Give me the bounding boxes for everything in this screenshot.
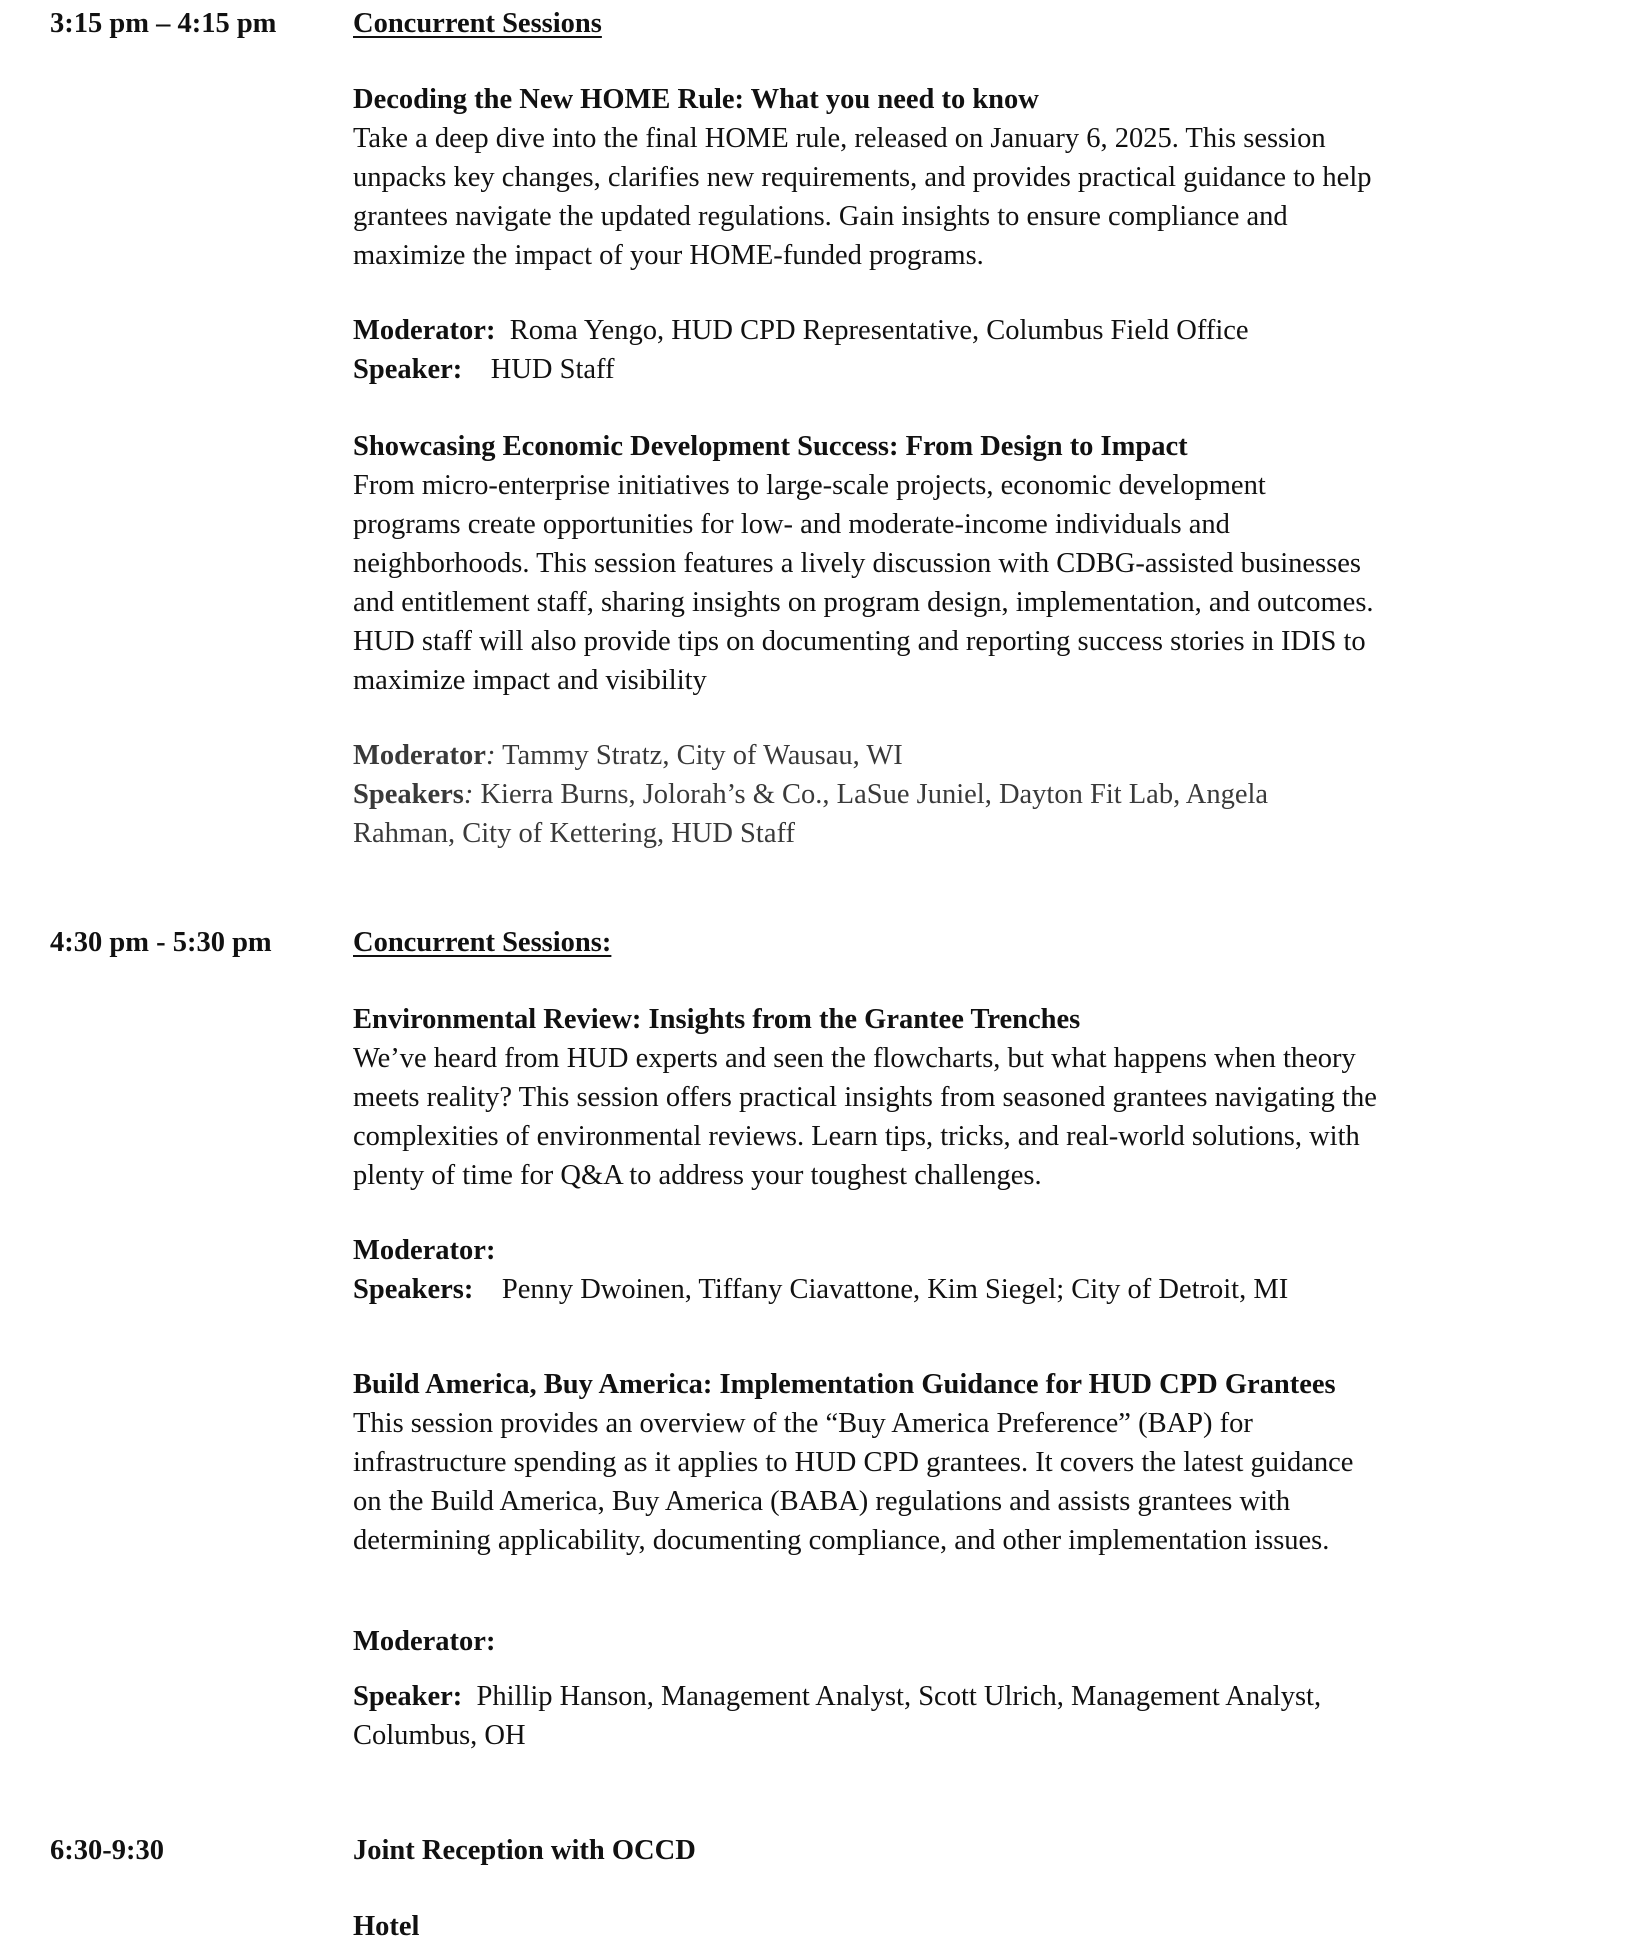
speaker-line-continued: Rahman, City of Kettering, HUD Staff (353, 818, 795, 849)
description-line: and entitlement staff, sharing insights on program design, implementation, and outcomes. (353, 587, 1374, 618)
session (353, 427, 1593, 700)
description-line: programs create opportunities for low- and moderate-income individuals and (353, 509, 1230, 540)
session-title: Build America, Buy America: Implementation Guidance for HUD CPD Grantees (353, 1369, 1336, 1400)
speaker-name: Penny Dwoinen, Tiffany Ciavattone, Kim Siegel; City of Detroit, MI (501, 1274, 1289, 1305)
moderator-line (353, 1622, 1593, 1661)
moderator-line: Moderator: Tammy Stratz, City of Wausau, WI (353, 740, 903, 771)
moderator-name: Tammy Stratz, City of Wausau, WI (502, 740, 903, 771)
session-title: Environmental Review: Insights from the Grantee Trenches (353, 1004, 1081, 1035)
speaker-label: Speakers: (353, 1274, 474, 1305)
session-people (353, 1231, 1593, 1309)
speaker-name: Kierra Burns, Jolorah’s & Co., LaSue Juniel, Dayton Fit Lab, Angela (480, 779, 1269, 810)
moderator-label: Moderator: (353, 1626, 496, 1657)
description-line: meets reality? This session offers practical insights from seasoned grantees navigating the (353, 1082, 1377, 1113)
speaker-name: Phillip Hanson, Management Analyst, Scott Ulrich, Management Analyst, (476, 1681, 1322, 1712)
time-slot: 6:30-9:30 (50, 1835, 164, 1866)
description-line: maximize the impact of your HOME-funded programs. (353, 240, 984, 271)
session-title: Showcasing Economic Development Success: From Design to Impact (353, 431, 1188, 462)
speaker-line (353, 1677, 1593, 1716)
session-people (353, 736, 1593, 853)
description-line: We’ve heard from HUD experts and seen the flowcharts, but what happens when theory (353, 1043, 1356, 1074)
speaker-name: HUD Staff (490, 354, 615, 385)
description-line: From micro-enterprise initiatives to large-scale projects, economic development (353, 470, 1266, 501)
session (353, 1365, 1593, 1560)
session (353, 80, 1593, 275)
section-heading: Concurrent Sessions: (353, 927, 612, 958)
speaker-block (353, 1677, 1593, 1755)
description-line: grantees navigate the updated regulations. Gain insights to ensure compliance and (353, 201, 1288, 232)
speaker-label: Speaker: (353, 354, 463, 385)
description-line: determining applicability, documenting compliance, and other implementation issues. (353, 1525, 1330, 1556)
speaker-line (353, 1270, 1593, 1309)
time-slot: 3:15 pm – 4:15 pm (50, 8, 277, 39)
moderator-line (353, 1231, 1593, 1270)
time-slot: 4:30 pm - 5:30 pm (50, 927, 272, 958)
description-line: infrastructure spending as it applies to HUD CPD grantees. It covers the latest guidance (353, 1447, 1354, 1478)
description-line: Take a deep dive into the final HOME rule, released on January 6, 2025. This session (353, 123, 1326, 154)
speaker-label: Speakers (353, 779, 464, 810)
session-description (353, 1039, 1593, 1195)
moderator-label: Moderator: (353, 1235, 496, 1266)
session (353, 1000, 1593, 1195)
moderator-label: Moderator (353, 740, 486, 771)
speaker-line-continued: Columbus, OH (353, 1720, 526, 1751)
session-description (353, 466, 1593, 700)
description-line: plenty of time for Q&A to address your toughest challenges. (353, 1160, 1042, 1191)
speaker-line: Speakers: Kierra Burns, Jolorah’s & Co., LaSue Juniel, Dayton Fit Lab, Angela (353, 779, 1269, 810)
description-line: maximize impact and visibility (353, 665, 707, 696)
description-line: HUD staff will also provide tips on documenting and reporting success stories in IDIS to (353, 626, 1366, 657)
description-line: neighborhoods. This session features a lively discussion with CDBG-assisted businesses (353, 548, 1361, 579)
moderator-label: Moderator: (353, 315, 496, 346)
speaker-line (353, 350, 1593, 389)
session-description (353, 119, 1593, 275)
description-line: This session provides an overview of the “Buy America Preference” (BAP) for (353, 1408, 1253, 1439)
event-location: Hotel (353, 1911, 420, 1942)
event-title: Joint Reception with OCCD (353, 1835, 696, 1866)
speaker-label: Speaker: (353, 1681, 463, 1712)
description-line: on the Build America, Buy America (BABA) regulations and assists grantees with (353, 1486, 1291, 1517)
session-description (353, 1404, 1593, 1560)
section-heading: Concurrent Sessions (353, 8, 602, 39)
session-people (353, 311, 1593, 389)
description-line: unpacks key changes, clarifies new requirements, and provides practical guidance to help (353, 162, 1372, 193)
moderator-name: Roma Yengo, HUD CPD Representative, Columbus Field Office (509, 315, 1249, 346)
session-title: Decoding the New HOME Rule: What you need to know (353, 84, 1039, 115)
description-line: complexities of environmental reviews. Learn tips, tricks, and real-world solutions, with (353, 1121, 1360, 1152)
moderator-line (353, 311, 1593, 350)
